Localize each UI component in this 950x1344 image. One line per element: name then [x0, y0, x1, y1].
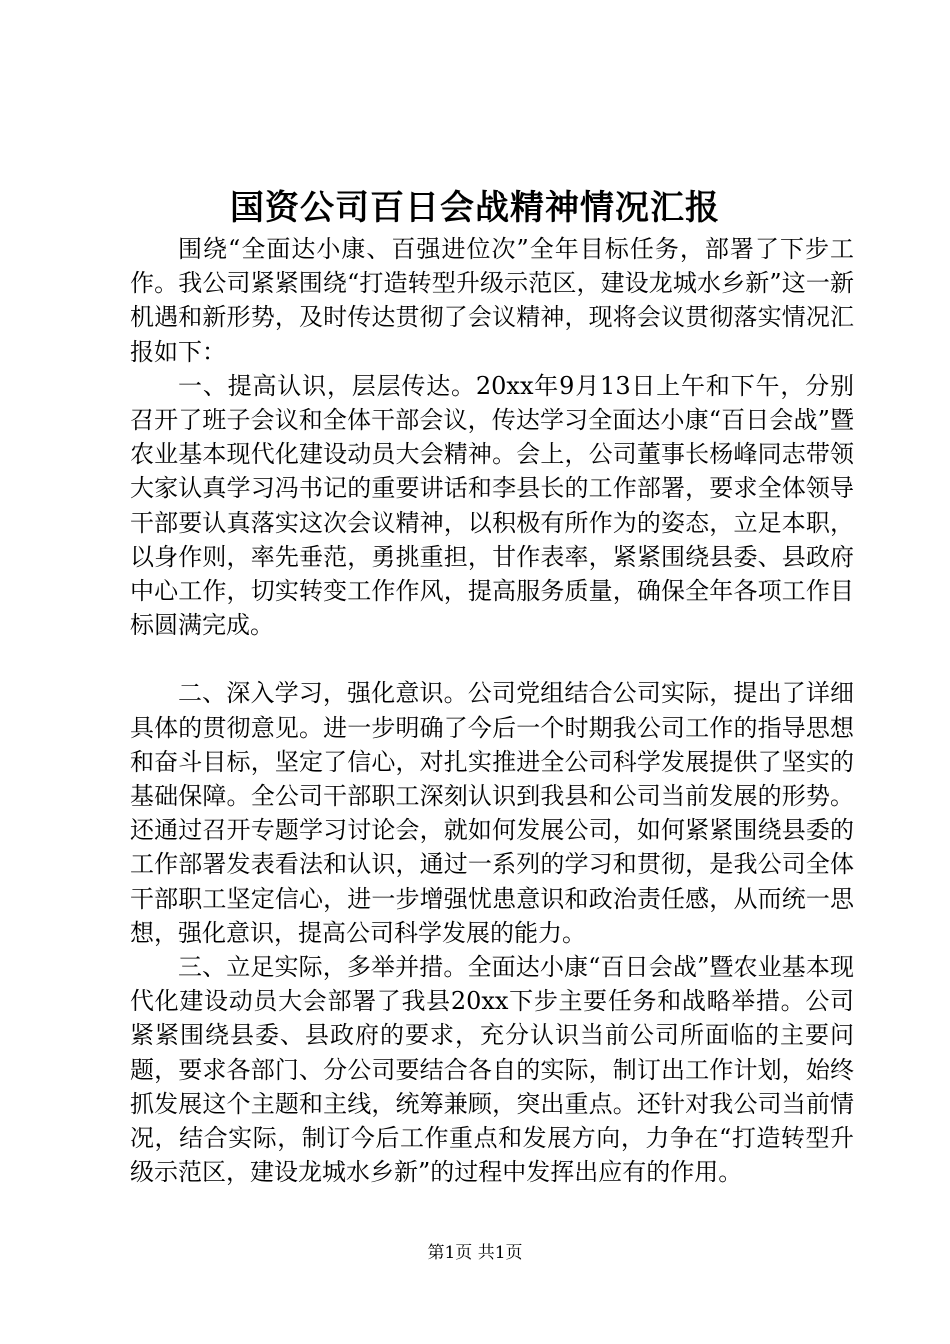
paragraph-intro: 围绕“全面达小康、百强进位次”全年目标任务，部署了下步工作。我公司紧紧围绕“打造转型升级示范区，建设龙城水乡新”这一新机遇和新形势，及时传达贯彻了会议精神，现将会议贯彻落实情况汇报如下：	[130, 235, 854, 366]
page-number-footer: 第1页 共1页	[427, 1243, 523, 1263]
paragraph-section-2: 二、深入学习，强化意识。公司党组结合公司实际，提出了详细具体的贯彻意见。进一步明确了今后一个时期我公司工作的指导思想和奋斗目标，坚定了信心，对扎实推进全公司科学发展提供了坚实的基础保障。全公司干部职工深刻认识到我县和公司当前发展的形势。还通过召开专题学习讨论会，就如何发展公司，如何紧紧围绕县委的工作部署发表看法和认识，通过一系列的学习和贯彻，是我公司全体干部职工坚定信心，进一步增强忧患意识和政治责任感，从而统一思想，强化意识，提高公司科学发展的能力。	[130, 679, 854, 947]
paragraph-section-1: 一、提高认识，层层传达。20xx年9月13日上午和下午，分别召开了班子会议和全体干部会议，传达学习全面达小康“百日会战”暨农业基本现代化建设动员大会精神。会上，公司董事长杨峰同志带领大家认真学习冯书记的重要讲话和李县长的工作部署，要求全体领导干部要认真落实这次会议精神，以积极有所作为的姿态，立足本职，以身作则，率先垂范，勇挑重担，甘作表率，紧紧围绕县委、县政府中心工作，切实转变工作作风，提高服务质量，确保全年各项工作目标圆满完成。	[130, 371, 854, 640]
paragraph-section-3: 三、立足实际，多举并措。全面达小康“百日会战”暨农业基本现代化建设动员大会部署了我县20xx下步主要任务和战略举措。公司紧紧围绕县委、县政府的要求，充分认识当前公司所面临的主要问题，要求各部门、分公司要结合各自的实际，制订出工作计划，始终抓发展这个主题和主线，统筹兼顾，突出重点。还针对我公司当前情况，结合实际，制订今后工作重点和发展方向，力争在“打造转型升级示范区，建设龙城水乡新”的过程中发挥出应有的作用。	[130, 953, 854, 1187]
document-title: 国资公司百日会战精神情况汇报	[230, 188, 720, 228]
document-body	[130, 232, 854, 1189]
